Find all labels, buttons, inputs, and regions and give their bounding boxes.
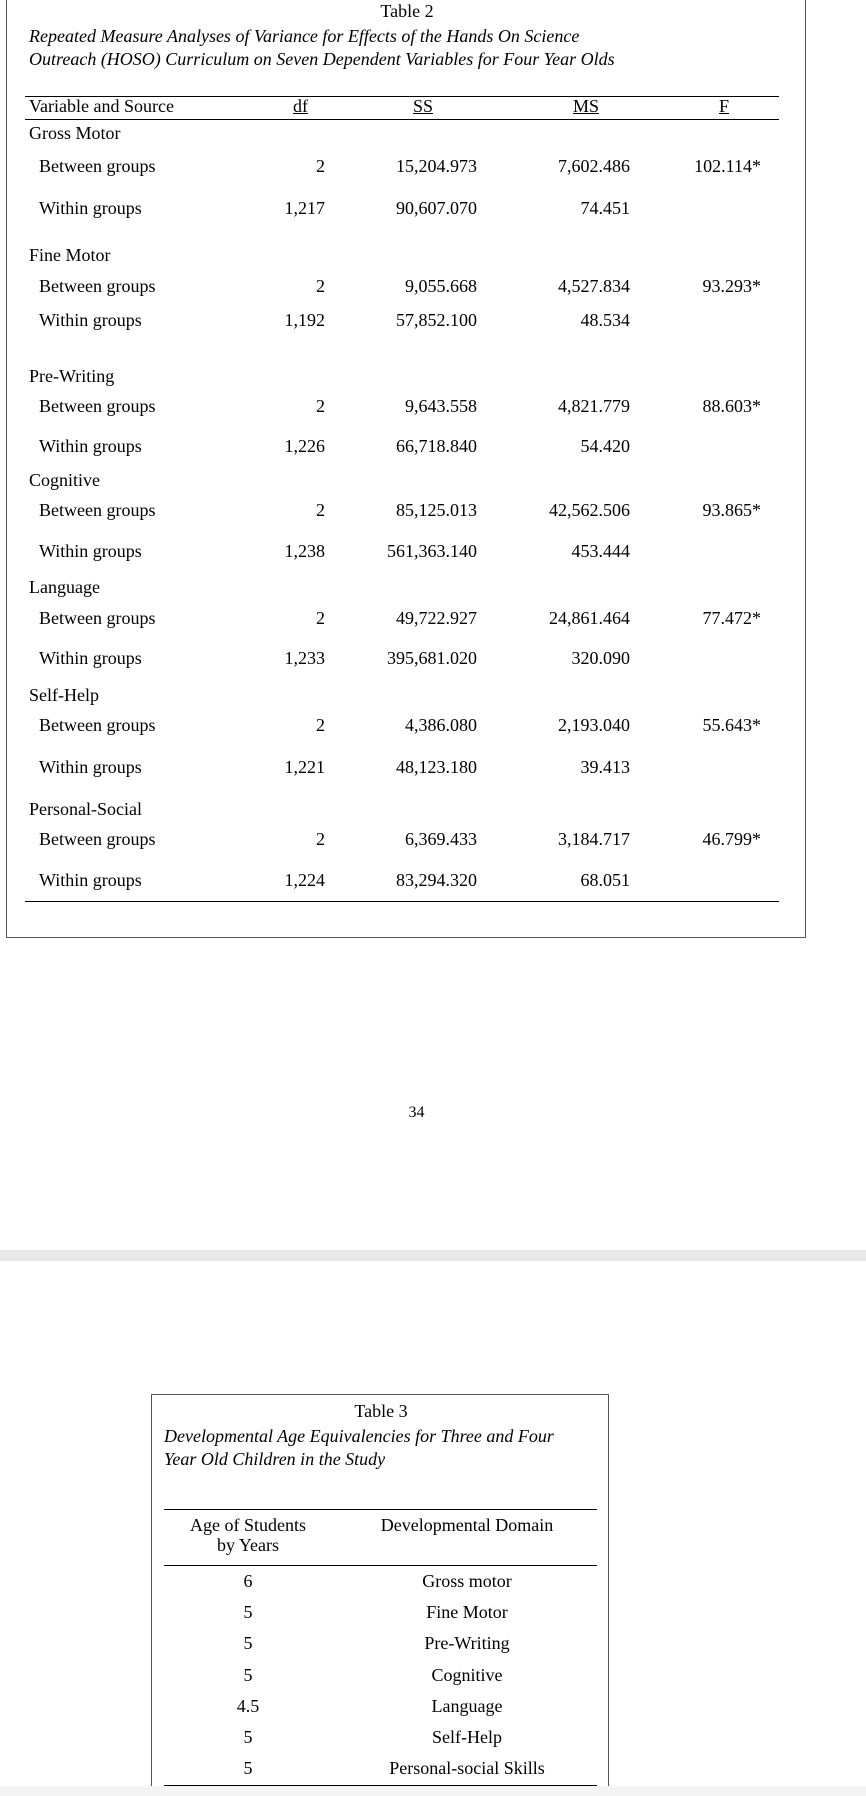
header-f: F <box>719 96 730 116</box>
within-ss: 57,852.100 <box>396 310 477 330</box>
domain-cell: Self-Help <box>432 1727 502 1747</box>
between-f: 93.865* <box>702 500 761 520</box>
within-df: 1,233 <box>284 648 325 668</box>
page-number: 34 <box>408 1104 425 1121</box>
between-ms: 4,527.834 <box>558 276 630 296</box>
variable-name: Self-Help <box>29 685 99 705</box>
within-df: 1,217 <box>284 198 325 218</box>
table3-page <box>151 1394 609 1796</box>
header-ss: SS <box>413 96 434 116</box>
within-ss: 90,607.070 <box>396 198 477 218</box>
age-cell: 6 <box>243 1571 253 1591</box>
between-df: 2 <box>316 396 325 416</box>
between-df: 2 <box>316 500 325 520</box>
table3-header-domain: Developmental Domain <box>380 1515 554 1535</box>
within-groups-label: Within groups <box>39 648 142 668</box>
between-f: 46.799* <box>702 829 761 849</box>
between-f: 77.472* <box>702 608 761 628</box>
between-df: 2 <box>316 608 325 628</box>
between-f: 55.643* <box>702 715 761 735</box>
table2-caption-line1: Repeated Measure Analyses of Variance for Effects of the Hands On Science <box>29 26 580 46</box>
within-ss: 48,123.180 <box>396 757 477 777</box>
table3-header-rule <box>164 1565 597 1566</box>
between-ms: 2,193.040 <box>558 715 630 735</box>
age-cell: 5 <box>243 1664 253 1685</box>
within-ms: 320.090 <box>571 648 630 668</box>
between-ms: 42,562.506 <box>549 500 630 520</box>
between-ss: 15,204.973 <box>396 156 477 176</box>
table3-header-age-line1: Age of Students <box>190 1515 306 1535</box>
between-groups-label: Between groups <box>39 715 156 735</box>
within-ms: 48.534 <box>580 310 630 330</box>
within-groups-label: Within groups <box>39 436 142 456</box>
within-ss: 83,294.320 <box>396 870 477 890</box>
between-ss: 6,369.433 <box>405 829 477 849</box>
within-ms: 54.420 <box>580 436 630 456</box>
variable-name: Pre-Writing <box>29 366 115 386</box>
between-df: 2 <box>316 276 325 296</box>
variable-name: Language <box>29 577 100 597</box>
within-df: 1,238 <box>284 541 325 561</box>
table2-header-rule <box>25 119 779 120</box>
variable-name: Gross Motor <box>29 123 121 143</box>
header-df: df <box>293 96 308 116</box>
table3-caption-line2: Year Old Children in the Study <box>164 1449 386 1469</box>
within-df: 1,224 <box>284 870 325 890</box>
header-variable: Variable and Source <box>29 96 174 116</box>
between-ss: 85,125.013 <box>396 500 477 520</box>
domain-cell: Personal-social Skills <box>389 1758 545 1779</box>
variable-name: Fine Motor <box>29 245 111 265</box>
within-df: 1,192 <box>284 310 325 330</box>
domain-cell: Cognitive <box>431 1664 503 1685</box>
between-df: 2 <box>316 715 325 735</box>
within-groups-label: Within groups <box>39 541 142 561</box>
between-ms: 7,602.486 <box>558 156 630 176</box>
between-df: 2 <box>316 829 325 849</box>
between-f: 93.293* <box>702 276 761 296</box>
between-df: 2 <box>316 156 325 176</box>
domain-cell: Pre-Writing <box>424 1633 510 1654</box>
within-ms: 74.451 <box>580 198 630 218</box>
within-ms: 39.413 <box>580 757 630 777</box>
between-ms: 24,861.464 <box>549 608 630 628</box>
within-ss: 395,681.020 <box>387 648 477 668</box>
between-ms: 4,821.779 <box>558 396 630 416</box>
between-groups-label: Between groups <box>39 608 156 628</box>
between-ss: 4,386.080 <box>405 715 477 735</box>
table3-caption <box>164 1425 604 1471</box>
between-ss: 9,643.558 <box>405 396 477 416</box>
variable-name: Cognitive <box>29 470 100 490</box>
table3-header-age <box>164 1515 332 1556</box>
table3-top-rule <box>164 1509 597 1510</box>
between-groups-label: Between groups <box>39 276 156 296</box>
within-df: 1,226 <box>284 436 325 456</box>
within-ss: 561,363.140 <box>387 541 477 561</box>
between-groups-label: Between groups <box>39 156 156 176</box>
within-ms: 68.051 <box>580 870 630 890</box>
within-df: 1,221 <box>284 757 325 777</box>
within-groups-label: Within groups <box>39 198 142 218</box>
table2-bottom-rule <box>25 901 779 902</box>
between-f: 88.603* <box>702 396 761 416</box>
bottom-edge <box>0 1786 866 1796</box>
table2-caption-line2: Outreach (HOSO) Curriculum on Seven Dependent Variables for Four Year Olds <box>29 49 615 69</box>
between-ms: 3,184.717 <box>558 829 630 849</box>
table2-title: Table 2 <box>380 1 434 21</box>
age-cell: 5 <box>243 1602 253 1623</box>
table2-caption <box>29 25 749 71</box>
within-ss: 66,718.840 <box>396 436 477 456</box>
between-ss: 49,722.927 <box>396 608 477 628</box>
within-groups-label: Within groups <box>39 310 142 330</box>
domain-cell: Fine Motor <box>426 1602 508 1623</box>
page-separator <box>0 1250 866 1261</box>
within-ms: 453.444 <box>571 541 630 561</box>
between-groups-label: Between groups <box>39 829 156 849</box>
age-cell: 5 <box>243 1758 253 1779</box>
age-cell: 5 <box>243 1727 253 1747</box>
table3-title: Table 3 <box>354 1401 408 1421</box>
variable-name: Personal-Social <box>29 799 142 819</box>
within-groups-label: Within groups <box>39 757 142 777</box>
table3-caption-line1: Developmental Age Equivalencies for Three and Four <box>164 1426 554 1446</box>
between-groups-label: Between groups <box>39 396 156 416</box>
between-ss: 9,055.668 <box>405 276 477 296</box>
table3-header-age-line2: by Years <box>216 1535 279 1555</box>
age-cell: 4.5 <box>236 1695 260 1716</box>
between-f: 102.114* <box>694 156 761 176</box>
header-ms: MS <box>573 96 600 116</box>
domain-cell: Gross motor <box>422 1571 512 1591</box>
age-cell: 5 <box>243 1633 253 1654</box>
within-groups-label: Within groups <box>39 870 142 890</box>
table2-page <box>6 0 806 938</box>
between-groups-label: Between groups <box>39 500 156 520</box>
domain-cell: Language <box>431 1695 503 1716</box>
